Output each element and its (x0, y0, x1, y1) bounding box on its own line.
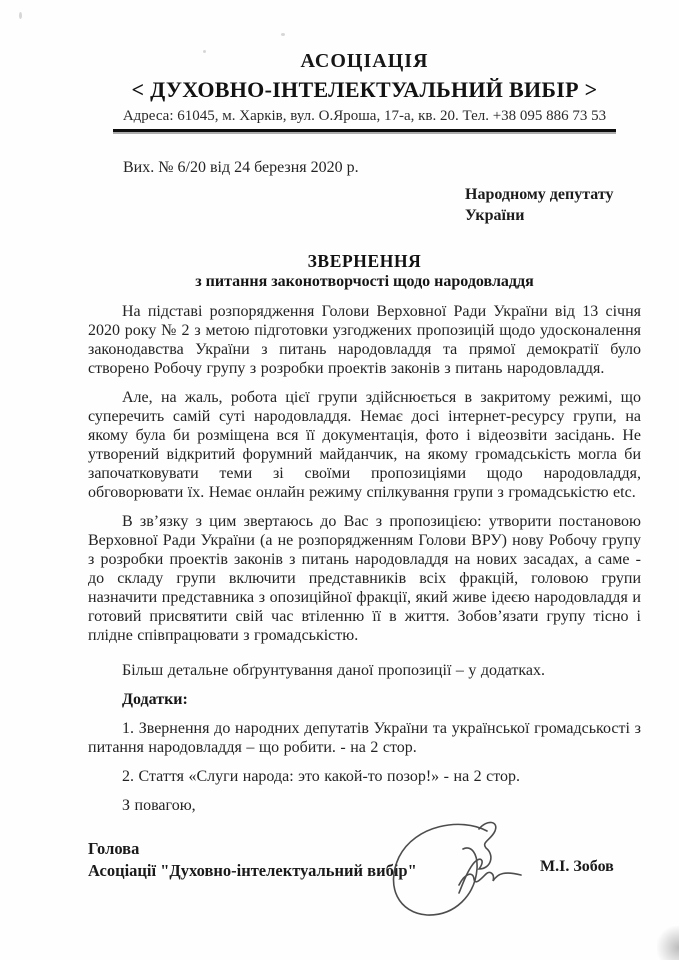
letter-body (88, 302, 641, 825)
scan-smudge (657, 926, 679, 960)
recipient-block (465, 184, 614, 226)
letterhead-address-row (88, 107, 641, 132)
letterhead-address-line: Адреса: 61045, м. Харків, вул. О.Яроша, 17-а, кв. 20. Тел. +38 095 886 73 53 (113, 108, 616, 132)
attachment-item: 1. Звернення до народних депутатів України та української громадськості з питання народовладдя – що робити. - на 2 стор. (88, 720, 641, 756)
scan-speck (281, 33, 285, 36)
body-paragraph: В зв’язку з цим звертаюсь до Вас з пропозицією: утворити постановою Верховної Ради України (а не розпорядженням Голови ВРУ) нову Робочу групу з розробки проектів законів з питань народовладдя на нових засадах, а саме - до складу групи включити представників всіх фракцій, головою групи назначити представника з опозиційної фракції, який живе ідеєю народовладдя и готовий присвятити свій час втіленню її в життя. Зобов’язати групу тісно і плідне співпрацювати з громадськістю. (88, 513, 641, 644)
signer-name: М.І. Зобов (540, 858, 614, 875)
recipient-line-1: Народному депутату (465, 186, 614, 203)
outgoing-ref-line: Вих. № 6/20 від 24 березня 2020 р. (123, 159, 359, 176)
signer-role-line-1: Голова (88, 839, 140, 858)
body-paragraph: Більш детальне обґрунтування даної пропозиції – у додатках. (122, 662, 546, 679)
handwritten-signature-icon (383, 815, 523, 923)
scan-speck (19, 12, 22, 19)
attachments-heading: Додатки: (122, 691, 188, 708)
document-subtitle: з питання законотворчості щодо народовладдя (195, 273, 534, 290)
letterhead-org-name: < ДУХОВНО-ІНТЕЛЕКТУАЛЬНИЙ ВИБІР > (131, 77, 598, 102)
body-paragraph: Але, на жаль, робота цієї групи здійснюється в закритому режимі, що суперечить самій суті народовладдя. Немає досі інтернет-ресурсу групи, на якому була би розміщена вся її документація, фото і відеозвіти засідань. Не утворений відкритий форумний майданчик, на якому громадськість могла би започатковувати теми зі своїми пропозиціями щодо народовладдя, обговорювати їх. Немає онлайн режиму спілкування групи з громадськістю etc. (88, 389, 641, 501)
body-paragraph: На підставі розпорядження Голови Верховної Ради України від 13 січня 2020 року № 2 з метою підготовки узгоджених пропозицій щодо удосконалення законодавства України з питань народовладдя та прямої демократії було створено Робочу групу з розробки проектів законів з питань народовладдя. (88, 303, 641, 377)
letterhead-org-type: АСОЦІАЦІЯ (300, 50, 429, 72)
recipient-line-2: України (465, 207, 525, 224)
signer-role-block (88, 838, 417, 882)
signer-role-line-2: Асоціації "Духовно-інтелектуальний вибір" (88, 861, 417, 880)
document-title: ЗВЕРНЕННЯ (307, 251, 422, 271)
salutation: З повагою, (122, 797, 196, 814)
scan-speck (203, 50, 206, 53)
attachment-item: 2. Стаття «Слуги народа: это какой-то позор!» - на 2 стор. (122, 768, 521, 785)
